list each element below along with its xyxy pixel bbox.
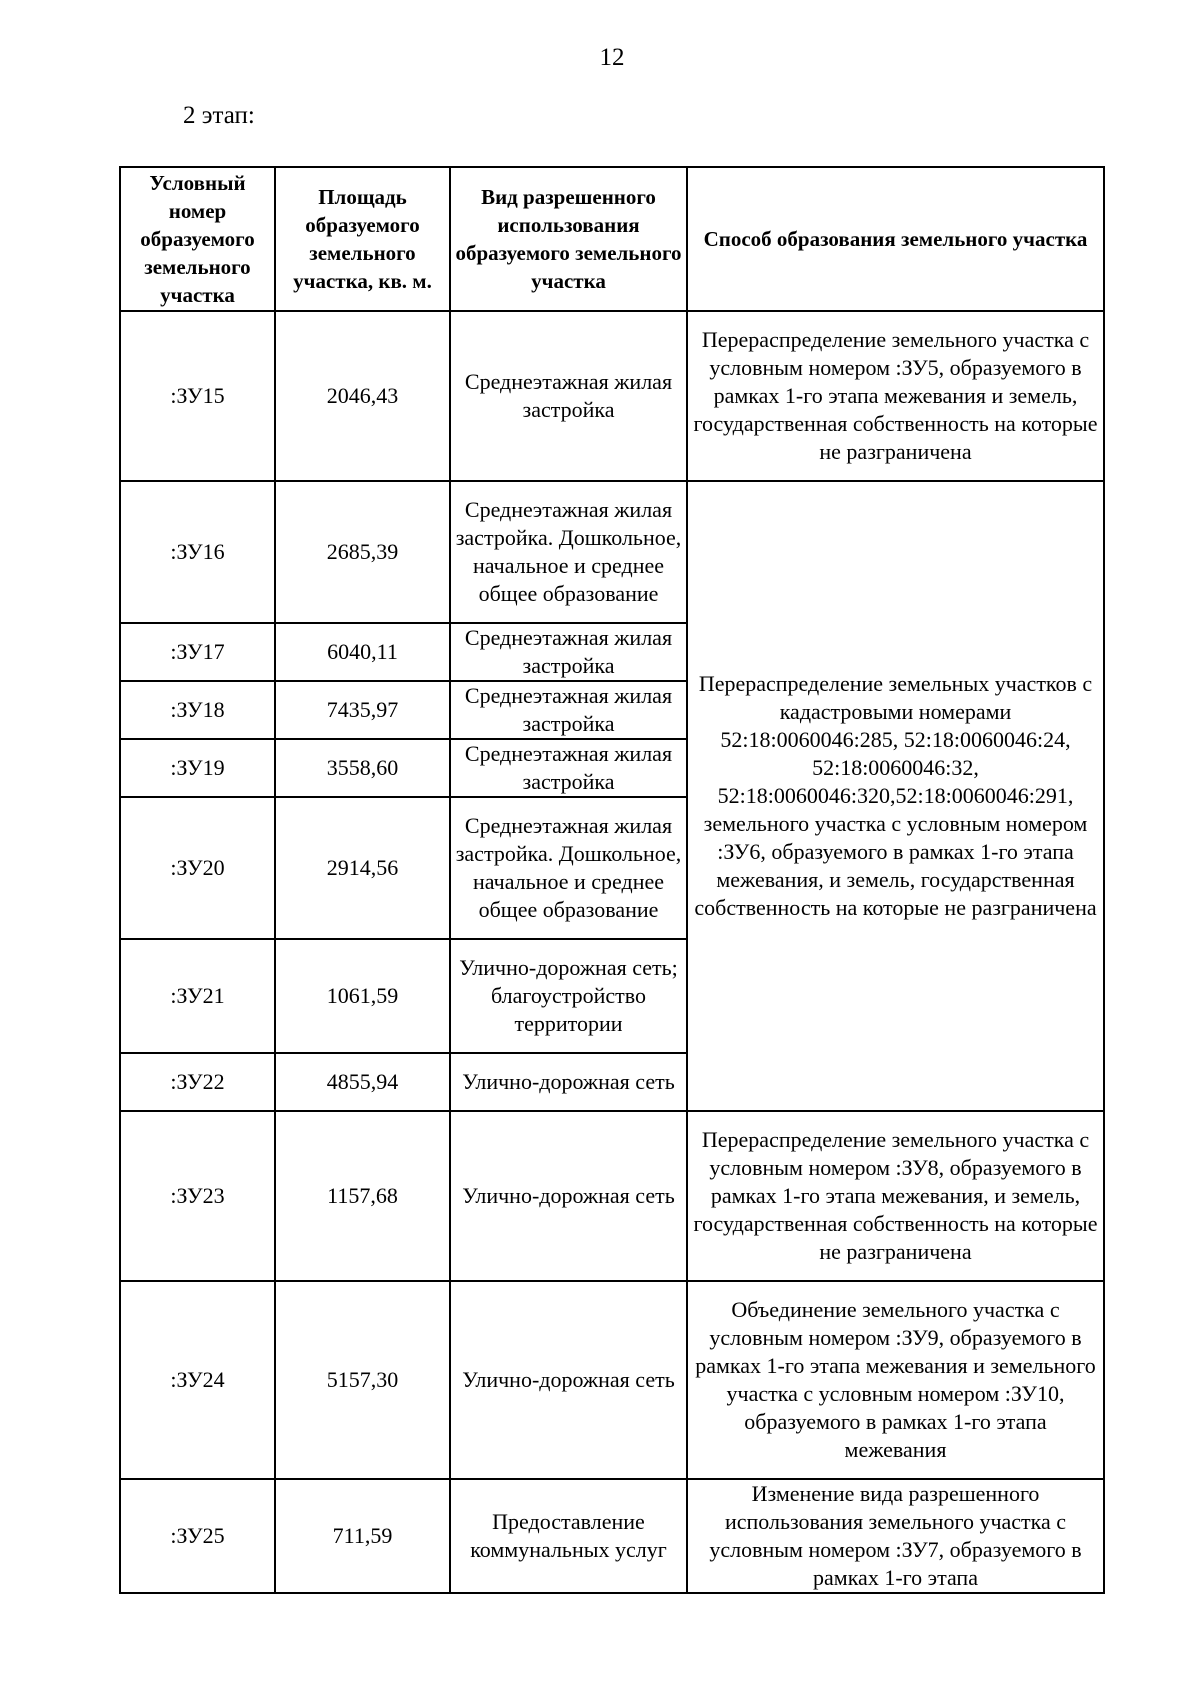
permitted-use-cell: Улично-дорожная сеть (450, 1053, 687, 1111)
plot-area-cell: 711,59 (275, 1479, 450, 1593)
plot-area-cell: 2685,39 (275, 481, 450, 623)
plot-area-cell: 5157,30 (275, 1281, 450, 1479)
plot-area-cell: 3558,60 (275, 739, 450, 797)
plot-area-cell: 2914,56 (275, 797, 450, 939)
plot-number-cell: :ЗУ15 (120, 311, 275, 481)
formation-method-cell: Объединение земельного участка с условным номером :ЗУ9, образуемого в рамках 1-го этапа межевания и земельного участка с условным номером :ЗУ10, образуемого в рамках 1-го этапа межевания (687, 1281, 1104, 1479)
table-row (120, 1281, 1104, 1479)
header-plot-number: Условный номер образуемого земельного участка (120, 167, 275, 311)
plot-area-cell: 1157,68 (275, 1111, 450, 1281)
permitted-use-cell: Среднеэтажная жилая застройка (450, 739, 687, 797)
plot-number-cell: :ЗУ21 (120, 939, 275, 1053)
permitted-use-cell: Среднеэтажная жилая застройка. Дошкольное, начальное и среднее общее образование (450, 797, 687, 939)
plot-number-cell: :ЗУ19 (120, 739, 275, 797)
table-header-row (120, 167, 1104, 311)
table-row (120, 481, 1104, 623)
permitted-use-cell: Улично-дорожная сеть (450, 1111, 687, 1281)
table-row (120, 1111, 1104, 1281)
plot-area-cell: 1061,59 (275, 939, 450, 1053)
permitted-use-cell: Среднеэтажная жилая застройка (450, 623, 687, 681)
formation-method-cell: Перераспределение земельных участков с кадастровыми номерами 52:18:0060046:285, 52:18:0060046:24, 52:18:0060046:32, 52:18:0060046:320,52:18:0060046:291, земельного участка с условным номером :ЗУ6, образуемого в рамках 1-го этапа межевания, и земель, государственная собственность на которые не разграничена (687, 481, 1104, 1111)
table-row (120, 311, 1104, 481)
stage-title: 2 этап: (183, 102, 255, 129)
plot-number-cell: :ЗУ22 (120, 1053, 275, 1111)
page-number: 12 (599, 44, 625, 71)
plot-number-cell: :ЗУ25 (120, 1479, 275, 1593)
land-plots-table (119, 166, 1105, 1594)
table-row (120, 1479, 1104, 1593)
permitted-use-cell: Предоставление коммунальных услуг (450, 1479, 687, 1593)
plot-number-cell: :ЗУ18 (120, 681, 275, 739)
formation-method-cell: Перераспределение земельного участка с условным номером :ЗУ8, образуемого в рамках 1-го этапа межевания, и земель, государственная собственность на которые не разграничена (687, 1111, 1104, 1281)
permitted-use-cell: Среднеэтажная жилая застройка (450, 311, 687, 481)
plot-area-cell: 4855,94 (275, 1053, 450, 1111)
permitted-use-cell: Среднеэтажная жилая застройка (450, 681, 687, 739)
formation-method-cell: Изменение вида разрешенного использования земельного участка с условным номером :ЗУ7, образуемого в рамках 1-го этапа (687, 1479, 1104, 1593)
plot-number-cell: :ЗУ17 (120, 623, 275, 681)
permitted-use-cell: Среднеэтажная жилая застройка. Дошкольное, начальное и среднее общее образование (450, 481, 687, 623)
header-formation-method: Способ образования земельного участка (687, 167, 1104, 311)
permitted-use-cell: Улично-дорожная сеть; благоустройство территории (450, 939, 687, 1053)
plot-number-cell: :ЗУ16 (120, 481, 275, 623)
formation-method-cell: Перераспределение земельного участка с условным номером :ЗУ5, образуемого в рамках 1-го этапа межевания и земель, государственная собственность на которые не разграничена (687, 311, 1104, 481)
plot-number-cell: :ЗУ23 (120, 1111, 275, 1281)
header-permitted-use: Вид разрешенного использования образуемого земельного участка (450, 167, 687, 311)
plot-area-cell: 7435,97 (275, 681, 450, 739)
plot-number-cell: :ЗУ24 (120, 1281, 275, 1479)
plot-area-cell: 2046,43 (275, 311, 450, 481)
plot-area-cell: 6040,11 (275, 623, 450, 681)
plot-number-cell: :ЗУ20 (120, 797, 275, 939)
header-plot-area: Площадь образуемого земельного участка, кв. м. (275, 167, 450, 311)
permitted-use-cell: Улично-дорожная сеть (450, 1281, 687, 1479)
